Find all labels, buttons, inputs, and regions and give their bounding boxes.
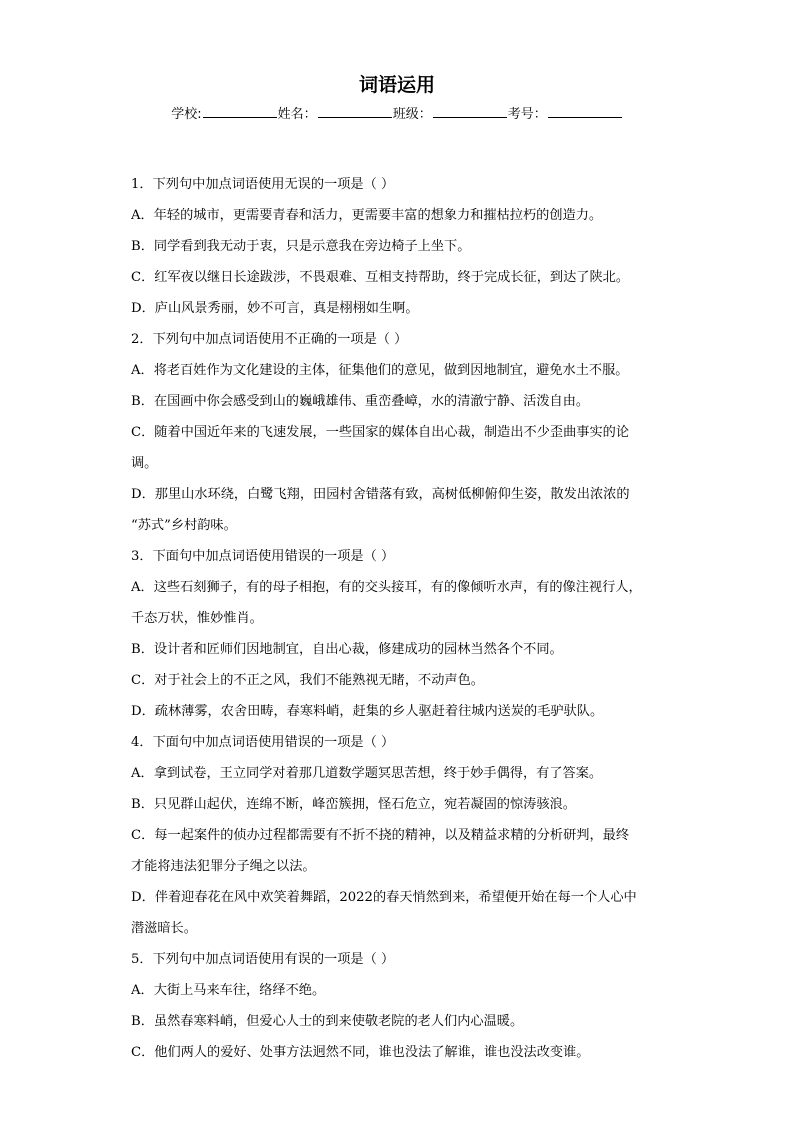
text-line: A．拿到试卷，王立同学对着那几道数学题冥思苦想，终于妙手偶得，有了答案。 xyxy=(131,766,603,781)
text-line: 千态万状，惟妙惟肖。 xyxy=(131,611,263,626)
text-line: D．庐山风景秀丽，妙不可言，真是栩栩如生啊。 xyxy=(131,301,419,316)
text-line: B．同学看到我无动于衷，只是示意我在旁边椅子上坐下。 xyxy=(131,239,471,254)
name-label: 姓名： xyxy=(277,107,317,122)
exam-number-blank xyxy=(548,105,622,118)
text-line: A．大街上马来车往，络绎不绝。 xyxy=(131,983,326,998)
text-line: C．每一起案件的侦办过程都需要有不折不挠的精神，以及精益求精的分析研判，最终 xyxy=(131,828,630,843)
text-line: 潜滋暗长。 xyxy=(131,921,197,936)
text-line: 1．下列句中加点词语使用无误的一项是（ ） xyxy=(131,177,395,192)
student-info-line xyxy=(0,103,794,122)
text-line: 2．下列句中加点词语使用不正确的一项是（ ） xyxy=(131,332,408,347)
text-line: 才能将违法犯罪分子绳之以法。 xyxy=(131,859,316,874)
name-blank xyxy=(318,105,392,118)
class-blank xyxy=(433,105,507,118)
question-content xyxy=(131,169,671,1068)
class-label: 班级： xyxy=(392,107,432,122)
text-line: C．红军夜以继日长途跋涉，不畏艰难、互相支持帮助，终于完成长征，到达了陕北。 xyxy=(131,270,630,285)
text-line: C．随着中国近年来的飞速发展，一些国家的媒体自出心裁，制造出不少歪曲事实的论 xyxy=(131,425,630,440)
text-line: 3．下面句中加点词语使用错误的一项是（ ） xyxy=(131,549,395,564)
text-line: A．这些石刻狮子，有的母子相抱，有的交头接耳，有的像倾听水声，有的像注视行人， xyxy=(131,580,642,595)
text-line: B．虽然春寒料峭，但爱心人士的到来使敬老院的老人们内心温暖。 xyxy=(131,1014,524,1029)
text-line: A．将老百姓作为文化建设的主体，征集他们的意见，做到因地制宜，避免水土不服。 xyxy=(131,363,629,378)
text-line: “苏式”乡村韵味。 xyxy=(131,518,237,533)
text-line: 4．下面句中加点词语使用错误的一项是（ ） xyxy=(131,735,395,750)
text-line: 5．下列句中加点词语使用有误的一项是（ ） xyxy=(131,952,395,967)
text-line: A．年轻的城市，更需要青春和活力，更需要丰富的想象力和摧枯拉朽的创造力。 xyxy=(131,208,603,223)
school-blank xyxy=(203,105,277,118)
document-title: 词语运用 xyxy=(358,74,435,96)
school-label: 学校: xyxy=(171,107,202,122)
text-line: B．在国画中你会感受到山的巍峨雄伟、重峦叠嶂，水的清澈宁静、活泼自由。 xyxy=(131,394,590,409)
text-line: D．疏林薄雾，农舍田畴，春寒料峭，赶集的乡人驱赶着往城内送炭的毛驴驮队。 xyxy=(131,704,604,719)
exam-number-label: 考号： xyxy=(507,107,547,122)
text-line: B．设计者和匠师们因地制宜，自出心裁，修建成功的园林当然各个不同。 xyxy=(131,642,563,657)
text-line: 调。 xyxy=(131,456,158,471)
text-line: D．伴着迎春花在风中欢笑着舞蹈，2022的春天悄然到来，希望便开始在每一个人心中 xyxy=(131,890,637,905)
text-line: D．那里山水环绕，白鹭飞翔，田园村舍错落有致，高树低柳俯仰生姿，散发出浓浓的 xyxy=(131,487,630,502)
text-line: C．对于社会上的不正之风，我们不能熟视无睹，不动声色。 xyxy=(131,673,484,688)
text-line: C．他们两人的爱好、处事方法迥然不同，谁也没法了解谁，谁也没法改变谁。 xyxy=(131,1045,590,1060)
text-line: B．只见群山起伏，连绵不断，峰峦簇拥，怪石危立，宛若凝固的惊涛骇浪。 xyxy=(131,797,576,812)
